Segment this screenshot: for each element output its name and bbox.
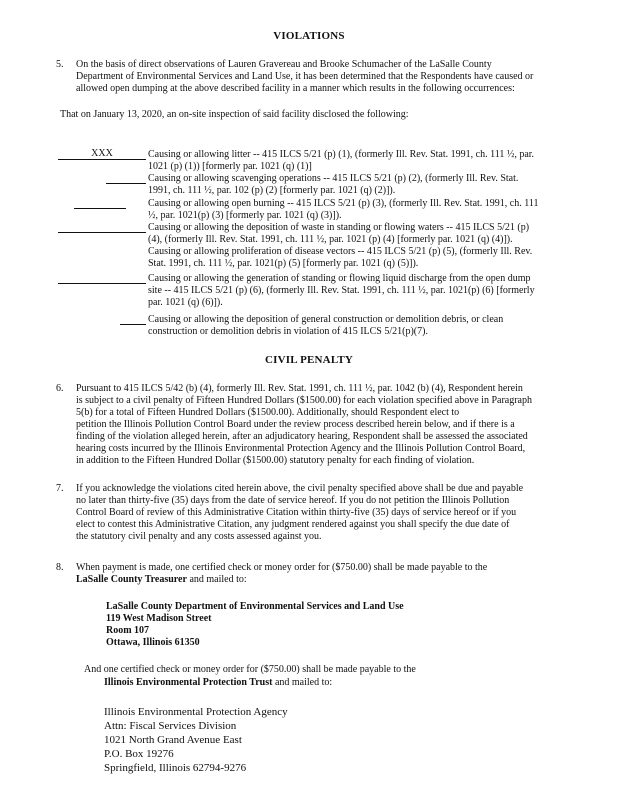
address-epa-line: Attn: Fiscal Services Division <box>104 720 237 732</box>
paragraph-7-line: the statutory civil penalty and any costs assessed against you. <box>76 531 322 542</box>
paragraph-8-line: When payment is made, one certified check or money order for ($750.00) shall be made payable to the <box>76 562 488 573</box>
paragraph-5-line: allowed open dumping at the above described facility in a manner which results in the following occurrences: <box>76 83 515 94</box>
address-county-line: Room 107 <box>106 625 150 636</box>
paragraph-7-number: 7. <box>56 483 64 494</box>
violation-item-line: Stat. 1991, ch. 111 ½, par. 1021(p) (5) [formerly par. 1021 (q) (5)]). <box>148 258 419 269</box>
paragraph-5-number: 5. <box>56 59 64 70</box>
violation-checkmark-blank <box>106 172 146 184</box>
violation-checkmark-blank: XXX <box>58 148 146 160</box>
paragraph-7-line: Control Board of review of this Administrative Citation within thirty-five (35) days of service hereof or if you <box>76 507 517 518</box>
paragraph-6-line: hearing costs incurred by the Illinois Environmental Protection Agency and the Illinois Pollution Control Board, <box>76 443 526 454</box>
second-payment-line: And one certified check or money order for ($750.00) shall be made payable to the <box>84 664 416 675</box>
violation-checkmark-blank <box>58 272 146 284</box>
address-epa-line: 1021 North Grand Avenue East <box>104 734 242 746</box>
violation-item-line: (4), (formerly Ill. Rev. Stat. 1991, ch. 111 ½, par. 1021 (p) (4) [formerly par. 1021 (q) (4)]). <box>148 234 513 245</box>
mailing-instruction: and mailed to: <box>186 574 247 585</box>
civil-penalty-heading: CIVIL PENALTY <box>264 354 354 366</box>
address-county-line: LaSalle County Department of Environmental Services and Land Use <box>106 601 404 612</box>
violation-item-line: construction or demolition debris in violation of 415 ILCS 5/21(p)(7). <box>148 326 428 337</box>
violation-checkmark-blank <box>74 197 126 209</box>
second-payment-line <box>104 676 332 689</box>
paragraph-8-number: 8. <box>56 562 64 573</box>
address-county-line: Ottawa, Illinois 61350 <box>106 637 200 648</box>
violations-heading: VIOLATIONS <box>273 30 345 42</box>
violation-item-line: Causing or allowing the generation of standing or flowing liquid discharge from the open dump <box>148 273 531 284</box>
address-epa-line: Illinois Environmental Protection Agency <box>104 706 288 718</box>
paragraph-6-line: Pursuant to 415 ILCS 5/42 (b) (4), formerly Ill. Rev. Stat. 1991, ch. 111 ½, par. 1042 (b) (4), Respondent herein <box>76 383 523 394</box>
payee-county-treasurer: LaSalle County Treasurer <box>76 574 187 585</box>
violation-item-line: par. 1021 (q) (6)]). <box>148 297 223 308</box>
violation-item-line: Causing or allowing scavenging operations -- 415 ILCS 5/21 (p) (2), (formerly Ill. Rev. Stat. <box>148 173 519 184</box>
paragraph-6-line: petition the Illinois Pollution Control Board under the review process described herein below, and if there is a <box>76 419 515 430</box>
violation-checkmark-blank <box>58 221 146 233</box>
mailing-instruction: and mailed to: <box>272 677 333 688</box>
violation-item-line: Causing or allowing the deposition of waste in standing or flowing waters -- 415 ILCS 5/21 (p) <box>148 222 530 233</box>
paragraph-7-line: elect to contest this Administrative Citation, any judgment rendered against you shall specify the due date of <box>76 519 510 530</box>
paragraph-6-number: 6. <box>56 383 64 394</box>
address-epa-line: Springfield, Illinois 62794-9276 <box>104 762 247 774</box>
payee-epa-trust: Illinois Environmental Protection Trust <box>104 677 273 688</box>
paragraph-8-line <box>76 573 247 586</box>
violation-item-line: Causing or allowing open burning -- 415 ILCS 5/21 (p) (3), (formerly Ill. Rev. Stat. 1991, ch. 111 <box>148 198 539 209</box>
violation-item-line: site -- 415 ILCS 5/21 (p) (6), (formerly Ill. Rev. Stat. 1991, ch. 111 ½, par. 1021(p) (6) [formerly <box>148 285 535 296</box>
violation-item-line: 1021 (p) (1)) [formerly par. 1021 (q) (1)] <box>148 161 312 172</box>
inspection-statement: That on January 13, 2020, an on-site inspection of said facility disclosed the following: <box>60 109 409 120</box>
violation-item-line: Causing or allowing litter -- 415 ILCS 5/21 (p) (1), (formerly Ill. Rev. Stat. 1991, ch. 111 ½, par. <box>148 149 535 160</box>
violation-item-line: 1991, ch. 111 ½, par. 102 (p) (2) [formerly par. 1021 (q) (2)]). <box>148 185 396 196</box>
violation-item-line: Causing or allowing the deposition of general construction or demolition debris, or clean <box>148 314 504 325</box>
address-county-line: 119 West Madison Street <box>106 613 212 624</box>
violation-item-line: Causing or allowing proliferation of disease vectors -- 415 ILCS 5/21 (p) (5), (formerly Ill. Rev. <box>148 246 533 257</box>
paragraph-6-line: in addition to the Fifteen Hundred Dollar ($1500.00) statutory penalty for each finding of violation. <box>76 455 475 466</box>
paragraph-7-line: no later than thirty-five (35) days from the date of service hereof. If you do not petition the Illinois Pollution <box>76 495 510 506</box>
paragraph-7-line: If you acknowledge the violations cited herein above, the civil penalty specified above shall be due and payable <box>76 483 524 494</box>
paragraph-5-line: Department of Environmental Services and Land Use, it has been determined that the Respondents have caused or <box>76 71 534 82</box>
paragraph-6-line: is subject to a civil penalty of Fifteen Hundred Dollars ($1500.00) for each violation specified above in Paragraph <box>76 395 532 406</box>
paragraph-6-line: 5(b) for a total of Fifteen Hundred Dollars ($1500.00). Additionally, should Respondent elect to <box>76 407 460 418</box>
violation-checkmark-blank <box>120 313 146 325</box>
violation-item-line: ½, par. 1021(p) (3) [formerly par. 1021 (q) (3)]). <box>148 210 342 221</box>
paragraph-5-line: On the basis of direct observations of Lauren Gravereau and Brooke Schumacher of the LaSalle County <box>76 59 492 70</box>
paragraph-6-line: finding of the violation alleged herein, after an adjudicatory hearing, Respondent shall be assessed the associated <box>76 431 528 442</box>
address-epa-line: P.O. Box 19276 <box>104 748 174 760</box>
